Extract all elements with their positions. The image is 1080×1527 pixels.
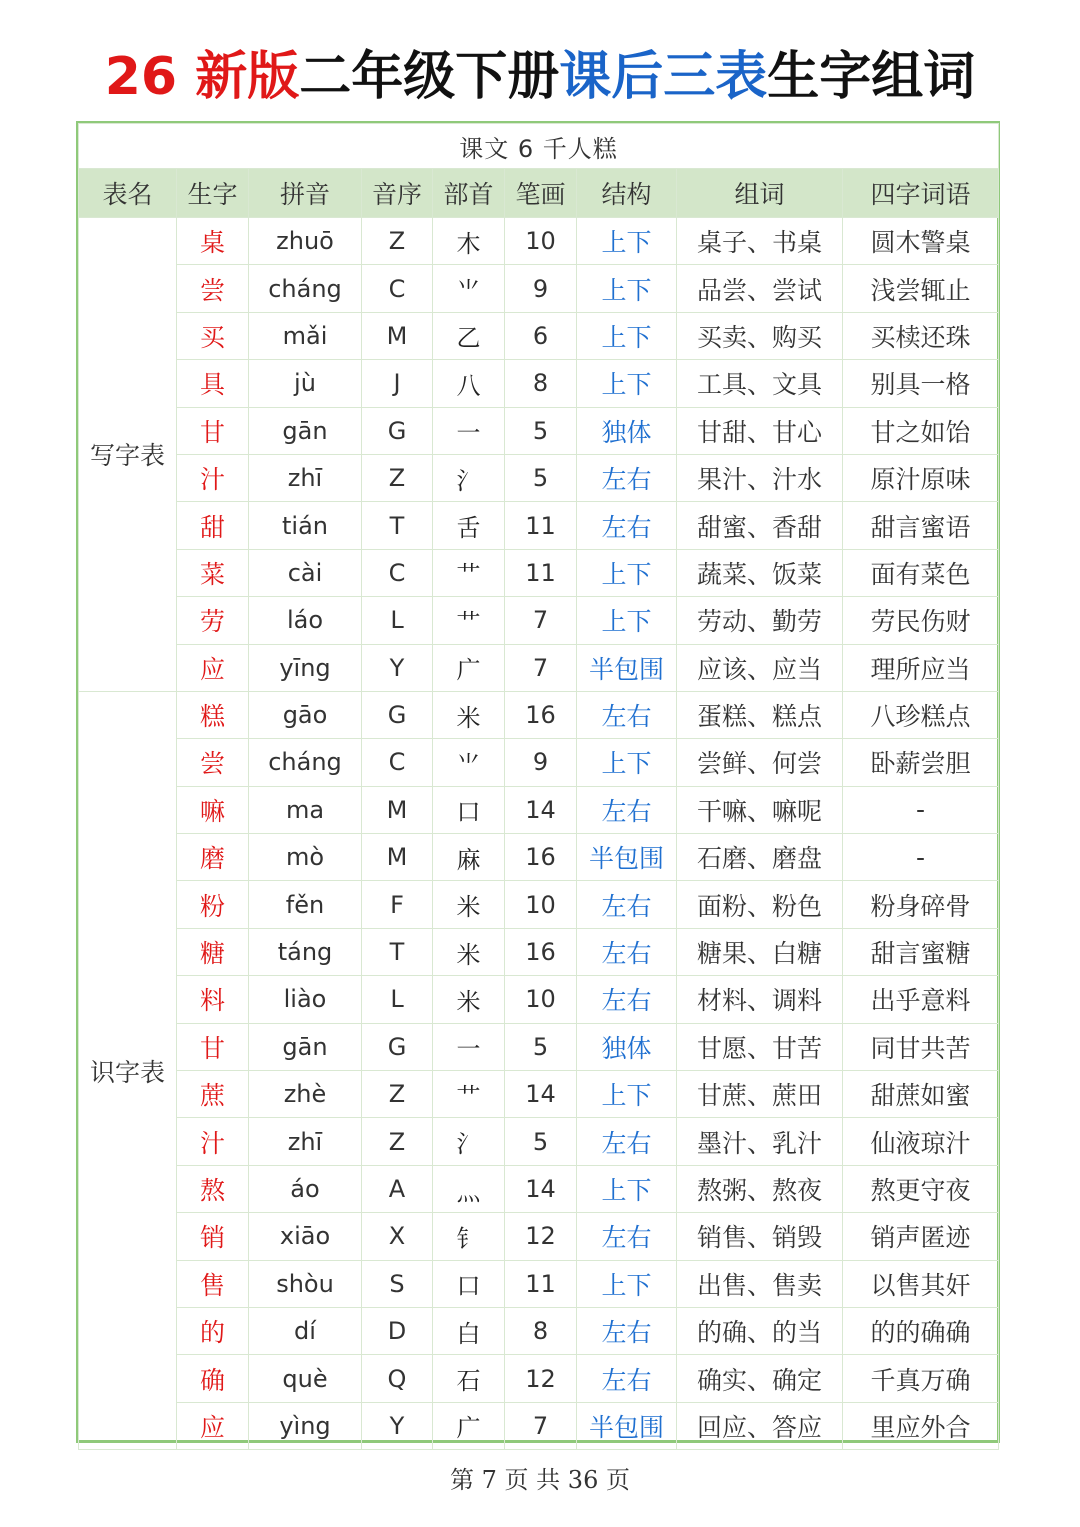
char-cell: 糕	[177, 691, 249, 738]
structure-cell: 左右	[577, 1355, 677, 1402]
structure-cell: 左右	[577, 1307, 677, 1354]
title-part-edition: 26 新版	[104, 47, 300, 107]
table-row	[79, 1355, 999, 1402]
section-name: 识字表	[79, 691, 177, 1449]
strokes-cell: 12	[505, 1213, 577, 1260]
idiom-cell: 甘之如饴	[843, 407, 999, 454]
structure-cell: 左右	[577, 928, 677, 975]
pinyin-cell: gān	[249, 407, 362, 454]
radical-cell: 广	[433, 644, 505, 691]
idiom-cell: 同甘共苦	[843, 1023, 999, 1070]
table-row	[79, 976, 999, 1023]
pinyin-cell: shòu	[249, 1260, 362, 1307]
table-row	[79, 1213, 999, 1260]
radical-cell: 米	[433, 976, 505, 1023]
radical-cell: ⺌	[433, 739, 505, 786]
strokes-cell: 14	[505, 1071, 577, 1118]
words-cell: 回应、答应	[677, 1402, 843, 1449]
char-cell: 买	[177, 312, 249, 359]
structure-cell: 左右	[577, 976, 677, 1023]
section-name: 写字表	[79, 218, 177, 692]
idiom-cell: 里应外合	[843, 1402, 999, 1449]
idiom-cell: 粉身碎骨	[843, 881, 999, 928]
strokes-cell: 7	[505, 1402, 577, 1449]
strokes-cell: 5	[505, 407, 577, 454]
strokes-cell: 5	[505, 1023, 577, 1070]
table-row	[79, 407, 999, 454]
char-cell: 应	[177, 644, 249, 691]
pinyin-cell: láo	[249, 597, 362, 644]
idiom-cell: 面有菜色	[843, 549, 999, 596]
structure-cell: 半包围	[577, 644, 677, 691]
strokes-cell: 16	[505, 834, 577, 881]
pinyin-cell: zhè	[249, 1071, 362, 1118]
strokes-cell: 11	[505, 502, 577, 549]
initial-cell: T	[362, 928, 433, 975]
char-cell: 尝	[177, 265, 249, 312]
table-row	[79, 1165, 999, 1212]
idiom-cell: 卧薪尝胆	[843, 739, 999, 786]
char-cell: 嘛	[177, 786, 249, 833]
idiom-cell: 买椟还珠	[843, 312, 999, 359]
strokes-cell: 11	[505, 1260, 577, 1307]
strokes-cell: 16	[505, 691, 577, 738]
table-row	[79, 739, 999, 786]
char-cell: 粉	[177, 881, 249, 928]
words-cell: 蔬菜、饭菜	[677, 549, 843, 596]
idiom-cell: 甜蔗如蜜	[843, 1071, 999, 1118]
header-cell: 组词	[677, 169, 843, 218]
radical-cell: 一	[433, 407, 505, 454]
structure-cell: 半包围	[577, 1402, 677, 1449]
table-row	[79, 1071, 999, 1118]
initial-cell: F	[362, 881, 433, 928]
radical-cell: 灬	[433, 1165, 505, 1212]
pinyin-cell: cài	[249, 549, 362, 596]
initial-cell: L	[362, 597, 433, 644]
header-cell: 部首	[433, 169, 505, 218]
pinyin-cell: zhuō	[249, 218, 362, 265]
char-cell: 甜	[177, 502, 249, 549]
words-cell: 面粉、粉色	[677, 881, 843, 928]
words-cell: 劳动、勤劳	[677, 597, 843, 644]
table-row	[79, 928, 999, 975]
strokes-cell: 10	[505, 218, 577, 265]
pinyin-cell: gāo	[249, 691, 362, 738]
pinyin-cell: táng	[249, 928, 362, 975]
strokes-cell: 16	[505, 928, 577, 975]
initial-cell: Z	[362, 454, 433, 501]
idiom-cell: -	[843, 834, 999, 881]
initial-cell: S	[362, 1260, 433, 1307]
table-row	[79, 502, 999, 549]
title-part-grade: 二年级下册	[299, 47, 560, 107]
table-row	[79, 360, 999, 407]
initial-cell: G	[362, 407, 433, 454]
idiom-cell: 熬更守夜	[843, 1165, 999, 1212]
words-cell: 确实、确定	[677, 1355, 843, 1402]
strokes-cell: 7	[505, 644, 577, 691]
initial-cell: Z	[362, 1071, 433, 1118]
structure-cell: 左右	[577, 454, 677, 501]
table-row	[79, 218, 999, 265]
initial-cell: G	[362, 691, 433, 738]
structure-cell: 独体	[577, 1023, 677, 1070]
initial-cell: D	[362, 1307, 433, 1354]
title-part-topic: 生字组词	[767, 47, 976, 107]
radical-cell: 米	[433, 691, 505, 738]
structure-cell: 左右	[577, 786, 677, 833]
radical-cell: 钅	[433, 1213, 505, 1260]
words-cell: 买卖、购买	[677, 312, 843, 359]
structure-cell: 上下	[577, 265, 677, 312]
structure-cell: 上下	[577, 739, 677, 786]
radical-cell: 石	[433, 1355, 505, 1402]
char-cell: 销	[177, 1213, 249, 1260]
idiom-cell: 以售其奸	[843, 1260, 999, 1307]
radical-cell: 口	[433, 786, 505, 833]
strokes-cell: 5	[505, 1118, 577, 1165]
radical-cell: 白	[433, 1307, 505, 1354]
pinyin-cell: liào	[249, 976, 362, 1023]
strokes-cell: 8	[505, 1307, 577, 1354]
radical-cell: 八	[433, 360, 505, 407]
words-cell: 销售、销毁	[677, 1213, 843, 1260]
page-footer: 第 7 页 共 36 页	[450, 1466, 630, 1494]
radical-cell: 艹	[433, 549, 505, 596]
table-row	[79, 454, 999, 501]
initial-cell: C	[362, 739, 433, 786]
idiom-cell: 八珍糕点	[843, 691, 999, 738]
words-cell: 熬粥、熬夜	[677, 1165, 843, 1212]
idiom-cell: 出乎意料	[843, 976, 999, 1023]
structure-cell: 上下	[577, 312, 677, 359]
char-cell: 糖	[177, 928, 249, 975]
header-cell: 结构	[577, 169, 677, 218]
pinyin-cell: zhī	[249, 1118, 362, 1165]
pinyin-cell: què	[249, 1355, 362, 1402]
idiom-cell: 销声匿迹	[843, 1213, 999, 1260]
structure-cell: 左右	[577, 691, 677, 738]
pinyin-cell: yìng	[249, 1402, 362, 1449]
initial-cell: J	[362, 360, 433, 407]
char-cell: 菜	[177, 549, 249, 596]
words-cell: 品尝、尝试	[677, 265, 843, 312]
char-cell: 的	[177, 1307, 249, 1354]
words-cell: 出售、售卖	[677, 1260, 843, 1307]
initial-cell: C	[362, 549, 433, 596]
initial-cell: Z	[362, 218, 433, 265]
header-cell: 表名	[79, 169, 177, 218]
words-cell: 桌子、书桌	[677, 218, 843, 265]
strokes-cell: 9	[505, 265, 577, 312]
pinyin-cell: zhī	[249, 454, 362, 501]
pinyin-cell: tián	[249, 502, 362, 549]
idiom-cell: 甜言蜜糖	[843, 928, 999, 975]
radical-cell: 米	[433, 881, 505, 928]
initial-cell: G	[362, 1023, 433, 1070]
pinyin-cell: yīng	[249, 644, 362, 691]
char-cell: 应	[177, 1402, 249, 1449]
structure-cell: 左右	[577, 881, 677, 928]
radical-cell: 米	[433, 928, 505, 975]
radical-cell: 艹	[433, 1071, 505, 1118]
words-cell: 甘蔗、蔗田	[677, 1071, 843, 1118]
strokes-cell: 9	[505, 739, 577, 786]
title-part-tables: 课后三表	[559, 47, 768, 107]
char-cell: 汁	[177, 1118, 249, 1165]
words-cell: 甘甜、甘心	[677, 407, 843, 454]
header-cell: 笔画	[505, 169, 577, 218]
words-cell: 石磨、磨盘	[677, 834, 843, 881]
vocab-table	[78, 123, 999, 1450]
table-row	[79, 1260, 999, 1307]
table-row	[79, 1023, 999, 1070]
words-cell: 甘愿、甘苦	[677, 1023, 843, 1070]
radical-cell: 乙	[433, 312, 505, 359]
words-cell: 尝鲜、何尝	[677, 739, 843, 786]
table-row	[79, 786, 999, 833]
radical-cell: 氵	[433, 1118, 505, 1165]
strokes-cell: 14	[505, 1165, 577, 1212]
words-cell: 应该、应当	[677, 644, 843, 691]
table-row	[79, 597, 999, 644]
pinyin-cell: ma	[249, 786, 362, 833]
structure-cell: 上下	[577, 1260, 677, 1307]
pinyin-cell: mò	[249, 834, 362, 881]
char-cell: 料	[177, 976, 249, 1023]
pinyin-cell: jù	[249, 360, 362, 407]
radical-cell: 艹	[433, 597, 505, 644]
header-cell: 拼音	[249, 169, 362, 218]
lesson-row	[79, 124, 999, 169]
table-row	[79, 834, 999, 881]
radical-cell: 舌	[433, 502, 505, 549]
idiom-cell: 理所应当	[843, 644, 999, 691]
char-cell: 熬	[177, 1165, 249, 1212]
initial-cell: Q	[362, 1355, 433, 1402]
header-cell: 生字	[177, 169, 249, 218]
table-row	[79, 1402, 999, 1449]
structure-cell: 独体	[577, 407, 677, 454]
idiom-cell: 别具一格	[843, 360, 999, 407]
pinyin-cell: dí	[249, 1307, 362, 1354]
radical-cell: ⺌	[433, 265, 505, 312]
table-row	[79, 1118, 999, 1165]
table-row	[79, 265, 999, 312]
idiom-cell: 千真万确	[843, 1355, 999, 1402]
words-cell: 工具、文具	[677, 360, 843, 407]
strokes-cell: 12	[505, 1355, 577, 1402]
strokes-cell: 11	[505, 549, 577, 596]
strokes-cell: 10	[505, 881, 577, 928]
pinyin-cell: cháng	[249, 739, 362, 786]
initial-cell: L	[362, 976, 433, 1023]
table-row	[79, 312, 999, 359]
table-row	[79, 691, 999, 738]
structure-cell: 左右	[577, 502, 677, 549]
char-cell: 磨	[177, 834, 249, 881]
table-row	[79, 1307, 999, 1354]
structure-cell: 半包围	[577, 834, 677, 881]
char-cell: 确	[177, 1355, 249, 1402]
char-cell: 售	[177, 1260, 249, 1307]
pinyin-cell: áo	[249, 1165, 362, 1212]
radical-cell: 一	[433, 1023, 505, 1070]
initial-cell: A	[362, 1165, 433, 1212]
idiom-cell: 仙液琼汁	[843, 1118, 999, 1165]
structure-cell: 上下	[577, 597, 677, 644]
char-cell: 尝	[177, 739, 249, 786]
initial-cell: M	[362, 834, 433, 881]
idiom-cell: 甜言蜜语	[843, 502, 999, 549]
strokes-cell: 10	[505, 976, 577, 1023]
radical-cell: 口	[433, 1260, 505, 1307]
words-cell: 果汁、汁水	[677, 454, 843, 501]
strokes-cell: 7	[505, 597, 577, 644]
words-cell: 甜蜜、香甜	[677, 502, 843, 549]
header-row	[79, 169, 999, 218]
words-cell: 蛋糕、糕点	[677, 691, 843, 738]
structure-cell: 上下	[577, 1071, 677, 1118]
pinyin-cell: xiāo	[249, 1213, 362, 1260]
char-cell: 桌	[177, 218, 249, 265]
words-cell: 的确、的当	[677, 1307, 843, 1354]
initial-cell: X	[362, 1213, 433, 1260]
words-cell: 墨汁、乳汁	[677, 1118, 843, 1165]
idiom-cell: 浅尝辄止	[843, 265, 999, 312]
table-row	[79, 549, 999, 596]
strokes-cell: 14	[505, 786, 577, 833]
words-cell: 糖果、白糖	[677, 928, 843, 975]
structure-cell: 左右	[577, 1213, 677, 1260]
initial-cell: M	[362, 312, 433, 359]
structure-cell: 上下	[577, 549, 677, 596]
strokes-cell: 8	[505, 360, 577, 407]
pinyin-cell: mǎi	[249, 312, 362, 359]
initial-cell: Y	[362, 644, 433, 691]
structure-cell: 左右	[577, 1118, 677, 1165]
radical-cell: 麻	[433, 834, 505, 881]
words-cell: 材料、调料	[677, 976, 843, 1023]
header-cell: 音序	[362, 169, 433, 218]
radical-cell: 木	[433, 218, 505, 265]
idiom-cell: -	[843, 786, 999, 833]
idiom-cell: 劳民伤财	[843, 597, 999, 644]
pinyin-cell: gān	[249, 1023, 362, 1070]
header-cell: 四字词语	[843, 169, 999, 218]
initial-cell: C	[362, 265, 433, 312]
words-cell: 干嘛、嘛呢	[677, 786, 843, 833]
radical-cell: 氵	[433, 454, 505, 501]
idiom-cell: 圆木警桌	[843, 218, 999, 265]
pinyin-cell: fěn	[249, 881, 362, 928]
initial-cell: Z	[362, 1118, 433, 1165]
char-cell: 蔗	[177, 1071, 249, 1118]
char-cell: 甘	[177, 407, 249, 454]
initial-cell: T	[362, 502, 433, 549]
initial-cell: M	[362, 786, 433, 833]
char-cell: 甘	[177, 1023, 249, 1070]
lesson-title: 课文 6 千人糕	[79, 124, 999, 169]
char-cell: 汁	[177, 454, 249, 501]
pinyin-cell: cháng	[249, 265, 362, 312]
initial-cell: Y	[362, 1402, 433, 1449]
structure-cell: 上下	[577, 1165, 677, 1212]
idiom-cell: 的的确确	[843, 1307, 999, 1354]
char-cell: 具	[177, 360, 249, 407]
page-title	[0, 42, 1080, 112]
table-row	[79, 881, 999, 928]
strokes-cell: 6	[505, 312, 577, 359]
structure-cell: 上下	[577, 360, 677, 407]
table-row	[79, 644, 999, 691]
radical-cell: 广	[433, 1402, 505, 1449]
idiom-cell: 原汁原味	[843, 454, 999, 501]
structure-cell: 上下	[577, 218, 677, 265]
strokes-cell: 5	[505, 454, 577, 501]
char-cell: 劳	[177, 597, 249, 644]
